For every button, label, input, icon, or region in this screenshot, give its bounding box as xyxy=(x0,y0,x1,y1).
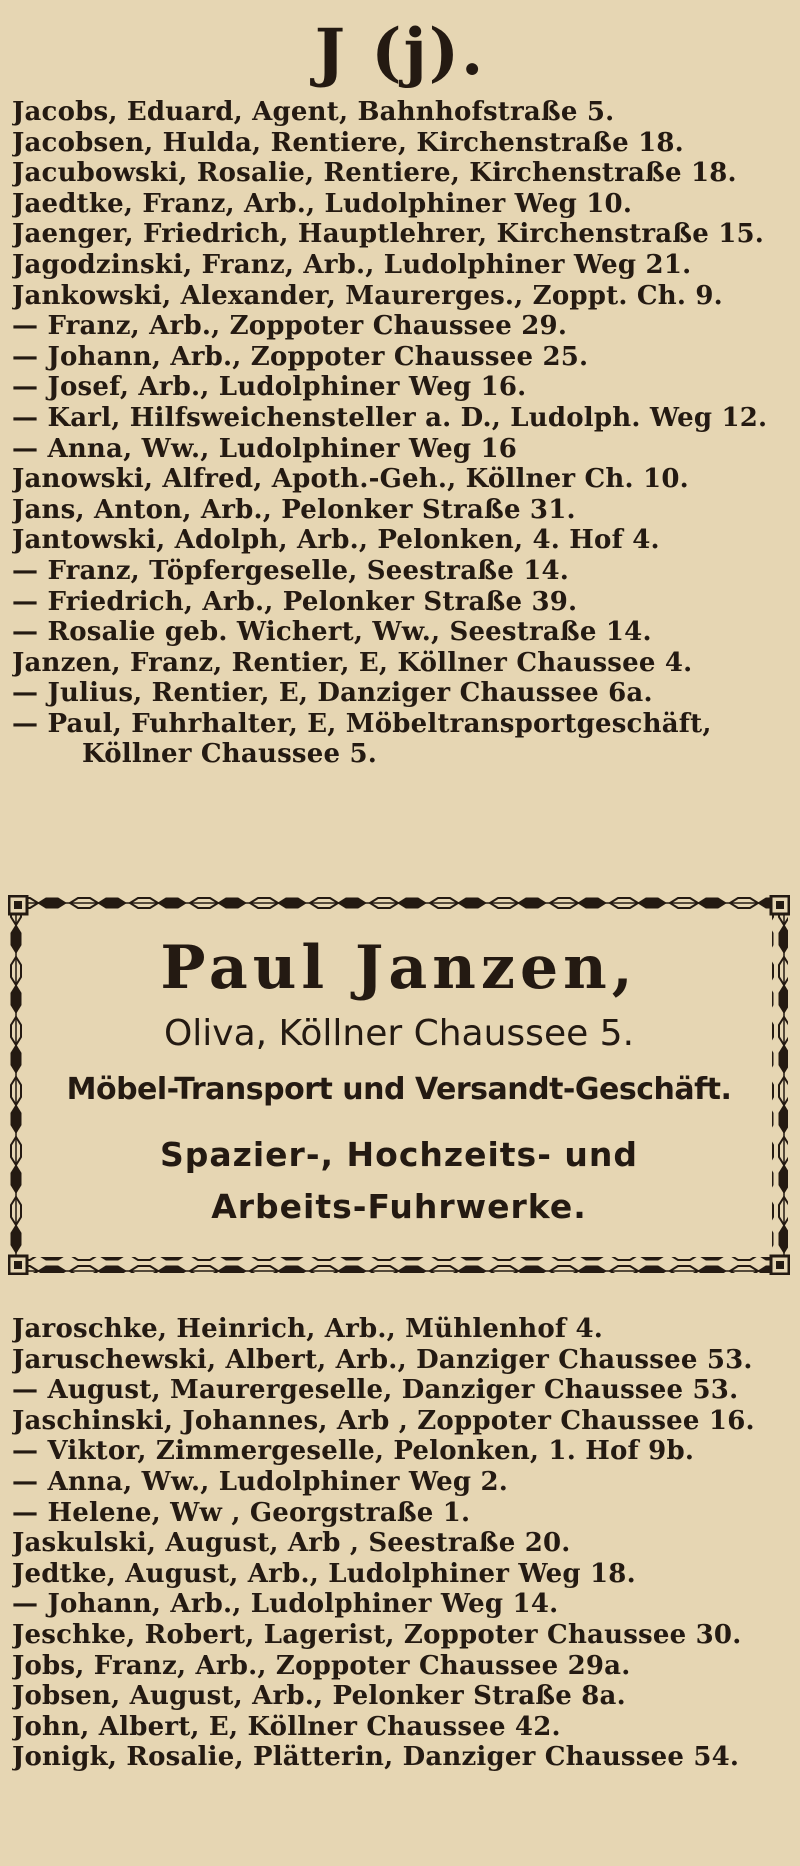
list-item: Jobs, Franz, Arb., Zoppoter Chaussee 29a. xyxy=(12,1650,631,1681)
list-item: Jacubowski, Rosalie, Rentiere, Kirchenstraße 18. xyxy=(12,158,737,189)
section-heading: J (j). xyxy=(314,15,486,90)
list-item: Jagodzinski, Franz, Arb., Ludolphiner Weg 21. xyxy=(12,249,692,280)
list-item: Jaruschewski, Albert, Arb., Danziger Chaussee 53. xyxy=(12,1344,753,1375)
list-item: — Johann, Arb., Zoppoter Chaussee 25. xyxy=(12,341,589,372)
list-item: — Karl, Hilfsweichensteller a. D., Ludolph. Weg 12. xyxy=(12,402,768,433)
ad-business: Möbel-Transport und Versandt-Geschäft. xyxy=(66,1072,732,1107)
list-item: Janowski, Alfred, Apoth.-Geh., Köllner Ch. 10. xyxy=(12,464,689,495)
list-item: — Josef, Arb., Ludolphiner Weg 16. xyxy=(12,372,527,403)
list-item: Jaedtke, Franz, Arb., Ludolphiner Weg 10. xyxy=(12,188,633,219)
list-item: Jeschke, Robert, Lagerist, Zoppoter Chaussee 30. xyxy=(12,1619,742,1650)
list-item: Jans, Anton, Arb., Pelonker Straße 31. xyxy=(12,494,576,525)
list-item-continuation: Köllner Chaussee 5. xyxy=(82,739,378,770)
list-item: — Helene, Ww , Georgstraße 1. xyxy=(12,1497,471,1528)
list-item: Jankowski, Alexander, Maurerges., Zoppt. Ch. 9. xyxy=(12,280,723,311)
list-item: Jobsen, August, Arb., Pelonker Straße 8a. xyxy=(12,1681,626,1712)
list-item: Jaroschke, Heinrich, Arb., Mühlenhof 4. xyxy=(12,1314,604,1344)
list-item: — Viktor, Zimmergeselle, Pelonken, 1. Hof 9b. xyxy=(12,1436,695,1467)
ad-services-line-2: Arbeits-Fuhrwerke. xyxy=(211,1187,587,1226)
list-item: Jantowski, Adolph, Arb., Pelonken, 4. Hof 4. xyxy=(12,525,660,556)
list-item: Jedtke, August, Arb., Ludolphiner Weg 18. xyxy=(12,1558,636,1589)
list-item: Jacobs, Eduard, Agent, Bahnhofstraße 5. xyxy=(12,97,615,127)
list-item: — Rosalie geb. Wichert, Ww., Seestraße 14. xyxy=(12,617,652,648)
list-item: John, Albert, E, Köllner Chaussee 42. xyxy=(12,1711,561,1742)
list-item: — Anna, Ww., Ludolphiner Weg 16 xyxy=(12,433,518,464)
ad-services-line-1: Spazier-, Hochzeits- und xyxy=(159,1135,638,1174)
ad-company-name: Paul Janzen, xyxy=(160,933,638,1003)
list-item: — Anna, Ww., Ludolphiner Weg 2. xyxy=(12,1466,509,1497)
list-item: — August, Maurergeselle, Danziger Chaussee 53. xyxy=(12,1375,739,1406)
entry-list-top xyxy=(12,97,792,770)
entry-list-bottom xyxy=(12,1314,792,1773)
advertisement-box xyxy=(8,895,790,1275)
list-item: — Paul, Fuhrhalter, E, Möbeltransportgeschäft, xyxy=(12,708,712,739)
list-item: Jonigk, Rosalie, Plätterin, Danziger Chaussee 54. xyxy=(12,1742,740,1773)
list-item: — Franz, Arb., Zoppoter Chaussee 29. xyxy=(12,311,568,342)
list-item: — Franz, Töpfergeselle, Seestraße 14. xyxy=(12,555,570,586)
list-item: — Friedrich, Arb., Pelonker Straße 39. xyxy=(12,586,578,617)
list-item: Jaskulski, August, Arb , Seestraße 20. xyxy=(12,1528,571,1559)
list-item: Janzen, Franz, Rentier, E, Köllner Chaussee 4. xyxy=(12,647,693,678)
ad-address: Oliva, Köllner Chaussee 5. xyxy=(163,1013,635,1054)
list-item: — Johann, Arb., Ludolphiner Weg 14. xyxy=(12,1589,559,1620)
list-item: Jacobsen, Hulda, Rentiere, Kirchenstraße 18. xyxy=(12,127,684,158)
list-item: — Julius, Rentier, E, Danziger Chaussee 6a. xyxy=(12,678,653,709)
list-item: Jaschinski, Johannes, Arb , Zoppoter Chaussee 16. xyxy=(12,1405,755,1436)
list-item: Jaenger, Friedrich, Hauptlehrer, Kirchenstraße 15. xyxy=(12,219,765,250)
